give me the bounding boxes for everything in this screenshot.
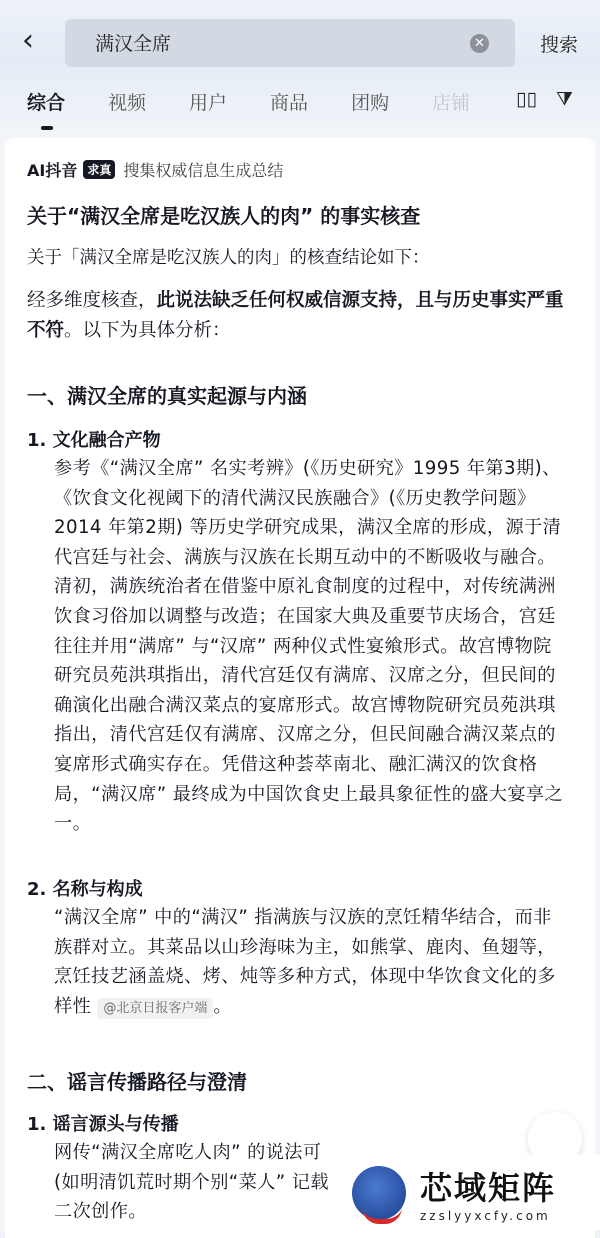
item-body [54, 903, 567, 1023]
item-title: 2. 名称与构成 [27, 879, 143, 900]
item-title: 1. 文化融合产物 [27, 430, 161, 451]
tab-general[interactable]: 综合 [27, 88, 65, 118]
item-body-text: “满汉全席” 中的“满汉” 指满族与汉族的烹饪精华结合，而非族群对立。其菜品以山珍海味为主，如熊掌、鹿肉、鱼翅等，烹饪技艺涵盖烧、烤、炖等多种方式，体现中华饮食文化的多样性 [54, 907, 556, 1017]
tab-video[interactable]: 视频 [108, 92, 147, 114]
building-globe-icon [352, 1166, 406, 1220]
summary-text [27, 286, 573, 346]
watermark-url: zzslyyxcfy.com [420, 1208, 551, 1223]
ai-summary-card [5, 138, 595, 1238]
layout-toggle-icon[interactable]: ▯▯ [516, 88, 537, 110]
truth-badge: 求真 [83, 160, 115, 179]
section-heading: 二、谣言传播路径与澄清 [27, 1070, 247, 1094]
watermark-name: 芯域矩阵 [420, 1168, 557, 1207]
section-heading: 一、满汉全席的真实起源与内涵 [27, 384, 307, 408]
summary-title: 关于“满汉全席是吃汉族人的肉” 的事实核查 [27, 204, 421, 228]
source-tag[interactable]: @北京日报客户端 [97, 998, 213, 1019]
tab-products[interactable]: 商品 [270, 92, 309, 114]
search-header [0, 16, 600, 68]
item-body: 参考《“满汉全席” 名实考辨》(《历史研究》1995 年第3期)、《饮食文化视阈下的清代满汉民族融合》(《历史教学问题》2014 年第2期) 等历史学研究成果，满汉全席的形成，源于清代宫廷与社会、满族与汉族在长期互动中的不断吸收与融合。清初，满族统治者在借鉴中原礼食制度的过程中，对传统满洲饮食习俗加以调整与改造；在国家大典及重要节庆场合，宫廷往往并用“满席” 与“汉席” 两种仪式性宴飨形式。故宫博物院研究员苑洪琪指出，清代宫廷仅有满席、汉席之分，但民间的确演化出融合满汉菜点的宴席形式。故宫博物院研究员苑洪琪指出，清代宫廷仅有满席、汉席之分，但民间融合满汉菜点的宴席形式确实存在。凭借这种荟萃南北、融汇满汉的饮食格局，“满汉席” 最终成为中国饮食史上最具象征性的盛大宴享之一。 [54, 458, 564, 835]
intro-text: 关于「满汉全席是吃汉族人的肉」的核查结论如下： [27, 248, 430, 268]
filter-icon[interactable]: ⧩ [556, 88, 573, 110]
clear-icon[interactable]: ✕ [470, 34, 489, 53]
body-line: 网传“满汉全席吃人肉” 的说法可 [54, 1142, 322, 1163]
summary-post: 。以下为具体分析： [64, 320, 231, 341]
body-line: (如明清饥荒时期个别“菜人” 记载 [54, 1171, 329, 1193]
watermark-logo [350, 1155, 600, 1230]
tab-users[interactable]: 用户 [189, 92, 228, 114]
item-body-end: 。 [213, 995, 232, 1017]
search-box[interactable] [65, 19, 515, 67]
ai-brand: AI抖音 [27, 161, 78, 180]
search-button[interactable]: 搜索 [539, 34, 578, 56]
summary-pre: 经多维度核查， [27, 290, 157, 311]
tab-shops[interactable]: 店铺 [432, 92, 471, 114]
search-input[interactable] [95, 31, 455, 53]
ai-desc: 搜集权威信息生成总结 [123, 161, 284, 180]
tab-bar [27, 88, 600, 118]
back-icon[interactable]: ‹ [22, 23, 34, 58]
ai-header [27, 158, 573, 181]
tab-group-buy[interactable]: 团购 [351, 92, 390, 114]
item-title: 1. 谣言源头与传播 [27, 1114, 179, 1135]
summary-bold: 此说法缺乏任何权威信源支持，且与历史事实严重不符 [27, 290, 564, 341]
body-line: 二次创作。 [54, 1201, 147, 1223]
